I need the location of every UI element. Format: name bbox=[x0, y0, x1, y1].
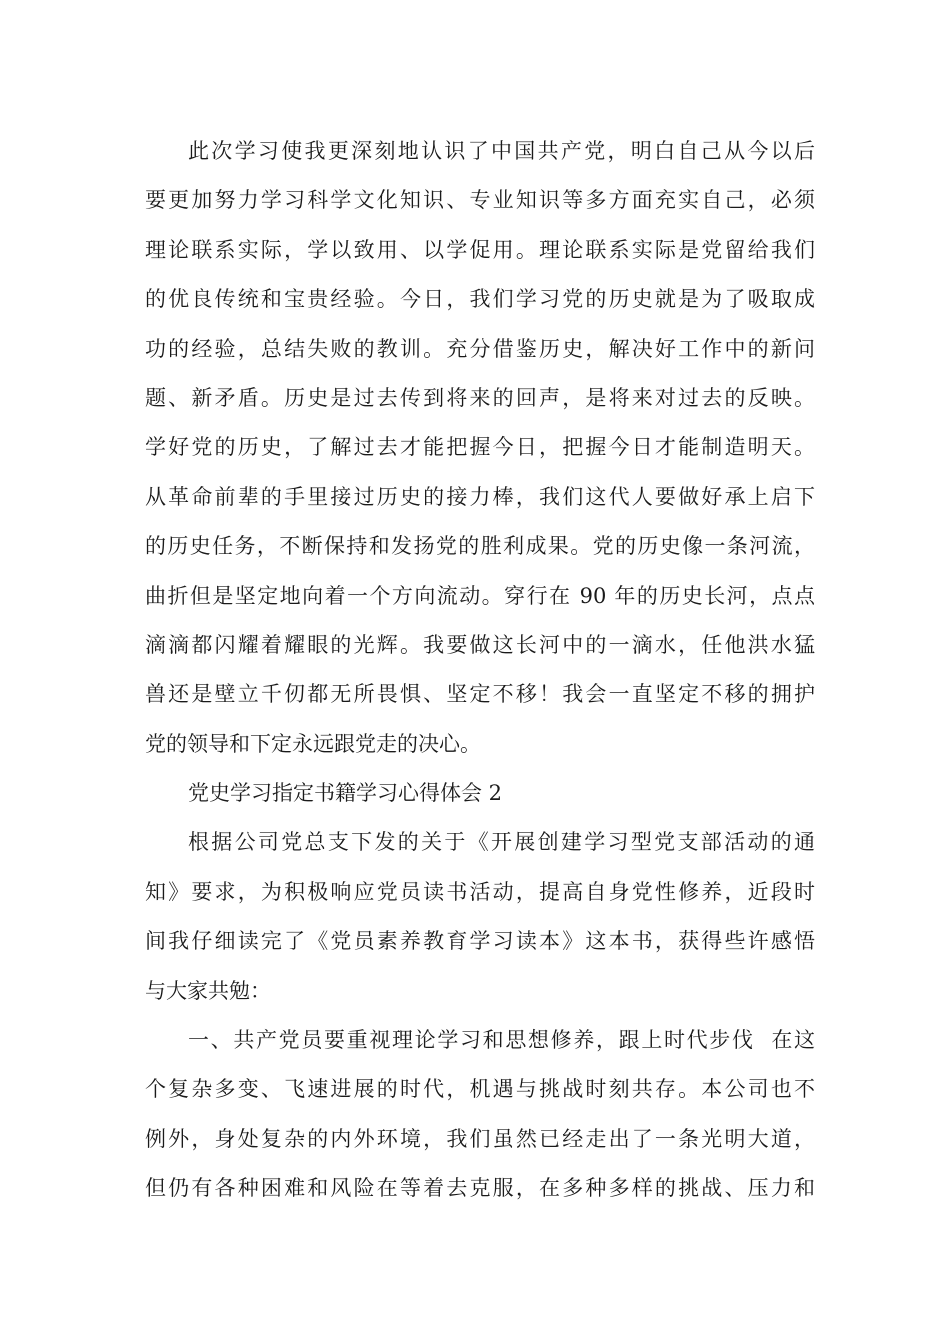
text-line: 根据公司党总支下发的关于《开展创建学习型党支部活动的通 bbox=[188, 830, 815, 855]
document-body bbox=[145, 127, 815, 1214]
text-line: 知》要求，为积极响应党员读书活动，提高自身党性修养，近段时 bbox=[145, 879, 815, 904]
text-line: 个复杂多变、飞速进展的时代，机遇与挑战时刻共存。本公司也不 bbox=[145, 1077, 815, 1102]
text-line: 一、共产党员要重视理论学习和思想修养，跟上时代步伐 在这 bbox=[188, 1028, 815, 1053]
section-heading bbox=[145, 769, 815, 818]
text-line: 间我仔细读完了《党员素养教育学习读本》这本书，获得些许感悟 bbox=[145, 929, 815, 954]
text-line: 理论联系实际，学以致用、以学促用。理论联系实际是党留给我们 bbox=[145, 237, 815, 262]
text-line: 党的领导和下定永远跟党走的决心。 bbox=[145, 731, 481, 756]
text-line: 滴滴都闪耀着耀眼的光辉。我要做这长河中的一滴水，任他洪水猛 bbox=[145, 632, 815, 657]
paragraph-3 bbox=[145, 1016, 815, 1214]
text-line: 从革命前辈的手里接过历史的接力棒，我们这代人要做好承上启下 bbox=[145, 484, 815, 509]
text-line: 但仍有各种困难和风险在等着去克服，在多种多样的挑战、压力和 bbox=[145, 1176, 815, 1201]
text-line: 题、新矛盾。历史是过去传到将来的回声，是将来对过去的反映。 bbox=[145, 385, 815, 410]
paragraph-1 bbox=[145, 127, 815, 769]
heading-line: 党史学习指定书籍学习心得体会 2 bbox=[188, 781, 503, 806]
text-line: 功的经验，总结失败的教训。充分借鉴历史，解决好工作中的新问 bbox=[145, 336, 815, 361]
text-line: 兽还是壁立千仞都无所畏惧、坚定不移！我会一直坚定不移的拥护 bbox=[145, 682, 815, 707]
text-line: 学好党的历史，了解过去才能把握今日，把握今日才能制造明天。 bbox=[145, 435, 815, 460]
text-line: 的优良传统和宝贵经验。今日，我们学习党的历史就是为了吸取成 bbox=[145, 287, 815, 312]
paragraph-2 bbox=[145, 818, 815, 1016]
text-line: 与大家共勉： bbox=[145, 978, 271, 1003]
text-line: 要更加努力学习科学文化知识、专业知识等多方面充实自己，必须 bbox=[145, 188, 815, 213]
text-line: 曲折但是坚定地向着一个方向流动。穿行在 90 年的历史长河，点点 bbox=[145, 583, 815, 608]
text-line: 此次学习使我更深刻地认识了中国共产党，明白自己从今以后 bbox=[188, 139, 815, 163]
text-line: 的历史任务，不断保持和发扬党的胜利成果。党的历史像一条河流， bbox=[145, 534, 815, 559]
text-line: 例外，身处复杂的内外环境，我们虽然已经走出了一条光明大道， bbox=[145, 1126, 815, 1151]
